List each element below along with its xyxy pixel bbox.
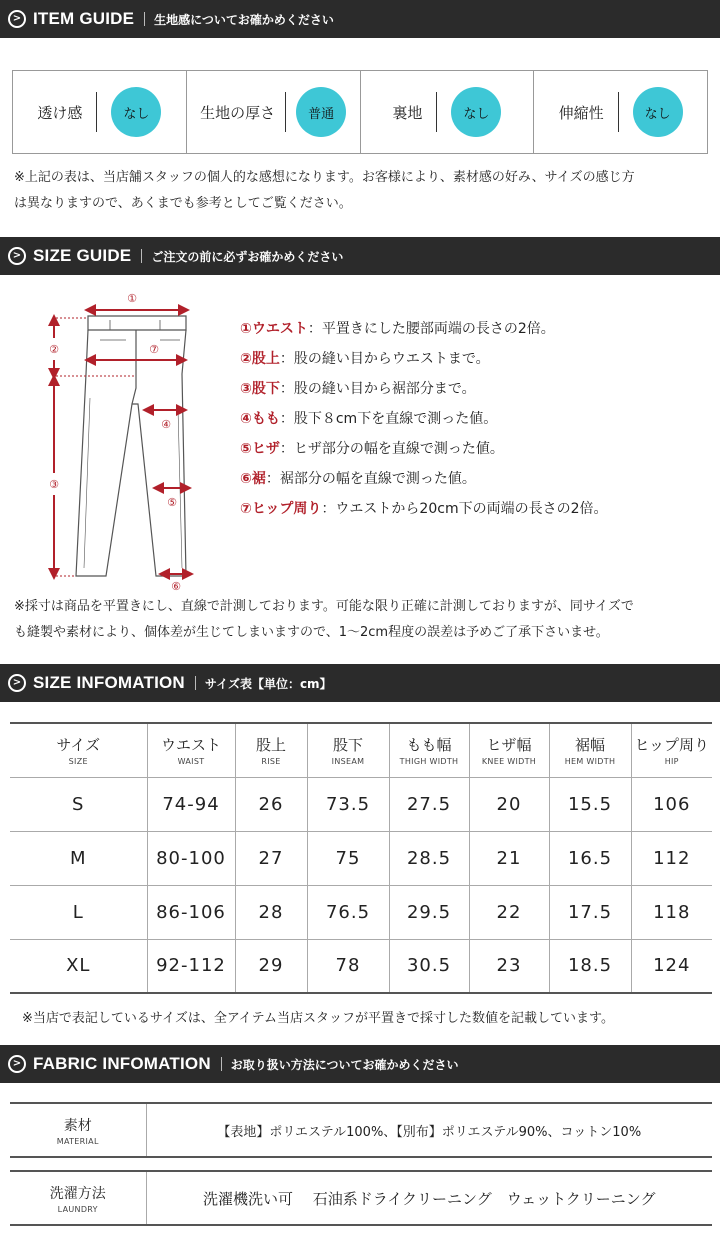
table-cell: 118 <box>631 885 712 939</box>
table-cell: 29 <box>235 939 307 993</box>
item-cell-thickness <box>187 71 361 153</box>
note-line: ※採寸は商品を平置きにし、直線で計測しております。可能な限り正確に計測しておりますが、同サイズで <box>14 599 634 614</box>
table-cell: 21 <box>469 831 549 885</box>
mark-1: ① <box>127 292 137 305</box>
table-cell: 18.5 <box>549 939 631 993</box>
guide-item: ②股上：股の縫い目からウエストまで。 <box>240 351 490 367</box>
guide-item: ①ウエスト：平置きにした腰部両端の長さの2倍。 <box>240 321 555 337</box>
table-cell: 23 <box>469 939 549 993</box>
item-label: 裏地 <box>392 103 423 122</box>
table-row <box>10 1103 712 1157</box>
item-guide-note <box>14 165 710 217</box>
material-value: 【表地】ポリエステル100%、【別布】ポリエステル90%、コットン10% <box>146 1103 712 1157</box>
item-guide-title: ITEM GUIDE <box>33 9 135 28</box>
laundry-key: 洗濯方法 LAUNDRY <box>10 1171 146 1225</box>
size-table <box>10 722 712 994</box>
size-guide-title: SIZE GUIDE <box>33 246 132 265</box>
item-badge: なし <box>451 87 501 137</box>
fabric-header <box>0 1045 720 1083</box>
table-cell: 73.5 <box>307 777 389 831</box>
table-cell: 124 <box>631 939 712 993</box>
col-header: 股下 INSEAM <box>307 723 389 777</box>
laundry-value: 洗濯機洗い可 石油系ドライクリーニング ウェットクリーニング <box>146 1171 712 1225</box>
table-cell: 16.5 <box>549 831 631 885</box>
item-badge: なし <box>111 87 161 137</box>
table-cell: 80-100 <box>147 831 235 885</box>
table-cell: S <box>10 777 147 831</box>
table-cell: 15.5 <box>549 777 631 831</box>
col-header: ヒザ幅 KNEE WIDTH <box>469 723 549 777</box>
table-cell: 92-112 <box>147 939 235 993</box>
table-row <box>10 939 712 993</box>
size-guide-list <box>240 314 608 524</box>
item-cell-lining <box>361 71 535 153</box>
table-cell: 17.5 <box>549 885 631 939</box>
mark-6: ⑥ <box>171 580 181 593</box>
table-cell: 28.5 <box>389 831 469 885</box>
pants-diagram <box>40 288 210 598</box>
table-cell: 86-106 <box>147 885 235 939</box>
guide-item: ③股下：股の縫い目から裾部分まで。 <box>240 381 476 397</box>
mark-4: ④ <box>161 418 171 431</box>
item-label: 伸縮性 <box>558 103 604 122</box>
material-key: 素材 MATERIAL <box>10 1103 146 1157</box>
table-cell: 28 <box>235 885 307 939</box>
laundry-table <box>10 1170 712 1226</box>
col-header: ヒップ周り HIP <box>631 723 712 777</box>
col-header: サイズ SIZE <box>10 723 147 777</box>
size-info-note: ※当店で表記しているサイズは、全アイテム当店スタッフが平置きで採寸した数値を記載しています。 <box>22 1011 614 1026</box>
note-line: ※上記の表は、当店舗スタッフの個人的な感想になります。お客様により、素材感の好み、サイズの感じ方 <box>14 170 635 185</box>
chevron-right-icon: > <box>8 1055 26 1073</box>
note-line: は異なりますので、あくまでも参考としてご覧ください。 <box>14 196 352 211</box>
table-cell: 74-94 <box>147 777 235 831</box>
chevron-right-icon: > <box>8 10 26 28</box>
item-badge: 普通 <box>296 87 346 137</box>
col-header: ウエスト WAIST <box>147 723 235 777</box>
table-cell: 29.5 <box>389 885 469 939</box>
table-cell: 78 <box>307 939 389 993</box>
fabric-title: FABRIC INFOMATION <box>33 1054 211 1073</box>
item-guide-header <box>0 0 720 38</box>
table-cell: 27.5 <box>389 777 469 831</box>
size-guide-header <box>0 237 720 275</box>
item-guide-subtitle: 生地感についてお確かめください <box>154 12 334 27</box>
item-label: 透け感 <box>37 103 83 122</box>
table-cell: 76.5 <box>307 885 389 939</box>
table-cell: L <box>10 885 147 939</box>
table-header-row <box>10 723 712 777</box>
chevron-right-icon: > <box>8 674 26 692</box>
table-cell: 30.5 <box>389 939 469 993</box>
guide-item: ⑦ヒップ周り：ウエストから20cm下の両端の長さの2倍。 <box>240 501 608 517</box>
item-label: 生地の厚さ <box>200 103 276 122</box>
col-header: 股上 RISE <box>235 723 307 777</box>
item-badge: なし <box>633 87 683 137</box>
material-table <box>10 1102 712 1158</box>
col-header: もも幅 THIGH WIDTH <box>389 723 469 777</box>
note-line: も縫製や素材により、個体差が生じてしまいますので、1〜2cm程度の誤差は予めご了承下さいませ。 <box>14 625 609 640</box>
table-cell: 112 <box>631 831 712 885</box>
table-row <box>10 831 712 885</box>
fabric-subtitle: お取り扱い方法についてお確かめください <box>230 1057 459 1072</box>
mark-3: ③ <box>49 478 59 491</box>
table-cell: 75 <box>307 831 389 885</box>
size-info-subtitle: サイズ表【単位：cm】 <box>204 676 332 691</box>
size-info-title: SIZE INFOMATION <box>33 673 185 692</box>
mark-5: ⑤ <box>167 496 177 509</box>
item-cell-transparency <box>12 71 187 153</box>
table-row <box>10 1171 712 1225</box>
table-row <box>10 885 712 939</box>
table-cell: 22 <box>469 885 549 939</box>
item-cell-stretch <box>534 71 708 153</box>
table-cell: 106 <box>631 777 712 831</box>
mark-2: ② <box>49 343 59 356</box>
chevron-right-icon: > <box>8 247 26 265</box>
size-guide-subtitle: ご注文の前に必ずお確かめください <box>151 249 344 264</box>
table-cell: XL <box>10 939 147 993</box>
guide-item: ④もも：股下８cm下を直線で測った値。 <box>240 411 498 427</box>
table-row <box>10 777 712 831</box>
table-cell: 20 <box>469 777 549 831</box>
table-cell: M <box>10 831 147 885</box>
mark-7: ⑦ <box>149 343 159 356</box>
table-cell: 27 <box>235 831 307 885</box>
guide-item: ⑥裾：裾部分の幅を直線で測った値。 <box>240 471 476 487</box>
size-guide-note <box>14 594 710 646</box>
col-header: 裾幅 HEM WIDTH <box>549 723 631 777</box>
table-cell: 26 <box>235 777 307 831</box>
guide-item: ⑤ヒザ：ヒザ部分の幅を直線で測った値。 <box>240 441 504 457</box>
size-info-header <box>0 664 720 702</box>
item-guide-table <box>12 70 708 154</box>
